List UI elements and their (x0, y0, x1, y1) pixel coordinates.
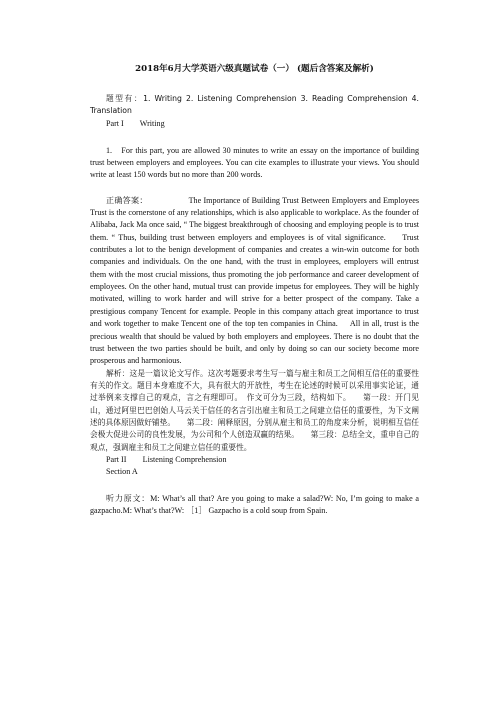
part2-heading: Part II Listening Comprehension (106, 454, 227, 464)
part1-heading: Part I Writing (106, 118, 165, 128)
analysis-paragraph: 解析：这是一篇议论文写作。这次考题要求考生写一篇与雇主和员工之间相互信任的重要性有关的作文。题目本身难度不大，具有很大的开放性，考生在论述的时候可以采用事实论证，通过举例来支撑自己的观点，言之有理即可。 作文可分为三段，结构如下。 第一段：开门见山，通过阿里巴巴创始人马云关于信任的名言引出雇主和员工之间建立信任的重要性，为下文阐述的具体原因做好铺垫。 第二段：阐释原因，分别从雇主和员工的角度来分析，说明相互信任会极大促进公司的良性发展，为公司和个人创造双赢的结果。 第三段：总结全文，重申自己的观点，强调雇主和员工之间建立信任的重要性。 (90, 368, 419, 452)
document-title: 2018年6月大学英语六级真题试卷（一） (题后含答案及解析) (135, 64, 374, 74)
question-types: 题型有：1. Writing 2. Listening Comprehension 3. Reading Comprehension 4. Translation (90, 94, 419, 116)
question-1-prompt: 1. For this part, you are allowed 30 minutes to write an essay on the importance of building trust between employers and employees. You can cite examples to illustrate your views. You should write at least 150 words but no more than 200 words. (90, 145, 419, 180)
listening-original-text: 听力原文：M: What’s all that? Are you going to make a salad?W: No, I’m going to make a gazpacho.M: What’s that?W: ［1］ Gazpacho is a cold soup from Spain. (90, 493, 419, 516)
answer-essay: 正确答案： The Importance of Building Trust Between Employers and Employees Trust is the cornerstone of any relationships, which is also applicable to workplace. As the founder of Alibaba, Jack Ma once said, “ The biggest breakthrough of choosing and employing people is to trust them. “ Thus, building trust between employers and employees is of vital significance. Trust contributes a lot to the benign development of companies and creates a win-win outcome for both companies and individuals. On the one hand, with the trust in employees, employers will entrust them with the most crucial missions, thus promoting the job performance and career development of employees. On the other hand, mutual trust can provide impetus for employees. They will be highly motivated, willing to work harder and will strive for a better prospect of the company. Take a prestigious company Tencent for example. People in this company attach great importance to trust and work together to make Tencent one of the top ten companies in China. All in all, trust is the precious wealth that should be valued by both employers and employees. There is no doubt that the trust between the two parties should be built, and only by doing so can our society become more prosperous and harmonious. (90, 195, 432, 366)
section-a-heading: Section A (106, 466, 138, 476)
